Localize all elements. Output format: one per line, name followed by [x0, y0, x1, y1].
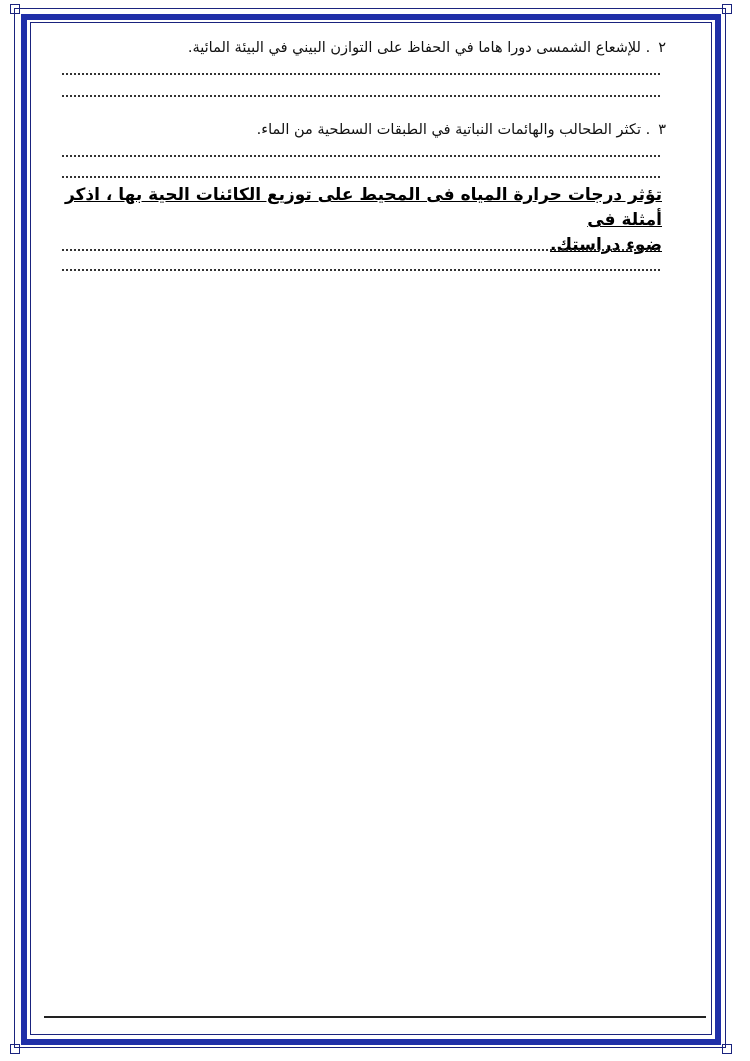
question-text: تكثر الطحالب والهائمات النباتية في الطبقات السطحية من الماء. — [256, 122, 641, 138]
answer-line[interactable] — [62, 73, 660, 75]
question-3: ٣. تكثر الطحالب والهائمات النباتية في الطبقات السطحية من الماء. — [256, 122, 666, 138]
essay-prompt — [50, 183, 662, 258]
essay-prompt-line: تؤثر درجات حرارة المياه فى المحيط على توزيع الكائنات الحية بها ، اذكر أمثلة فى — [64, 185, 662, 230]
question-2: ٢. للإشعاع الشمسى دورا هاما في الحفاظ على التوازن البيني في البيئة المائية. — [187, 40, 666, 56]
answer-line[interactable] — [62, 249, 660, 251]
answer-line[interactable] — [62, 176, 660, 178]
question-text: للإشعاع الشمسى دورا هاما في الحفاظ على التوازن البيني في البيئة المائية. — [187, 40, 641, 56]
footer-rule — [44, 1016, 706, 1018]
question-number: ٣ — [658, 122, 666, 138]
question-number: ٢ — [658, 40, 666, 56]
border-inner-line — [30, 22, 712, 1035]
answer-line[interactable] — [62, 155, 660, 157]
essay-prompt-line: ضوء دراستك. — [550, 235, 662, 255]
answer-line[interactable] — [62, 269, 660, 271]
answer-line[interactable] — [62, 95, 660, 97]
